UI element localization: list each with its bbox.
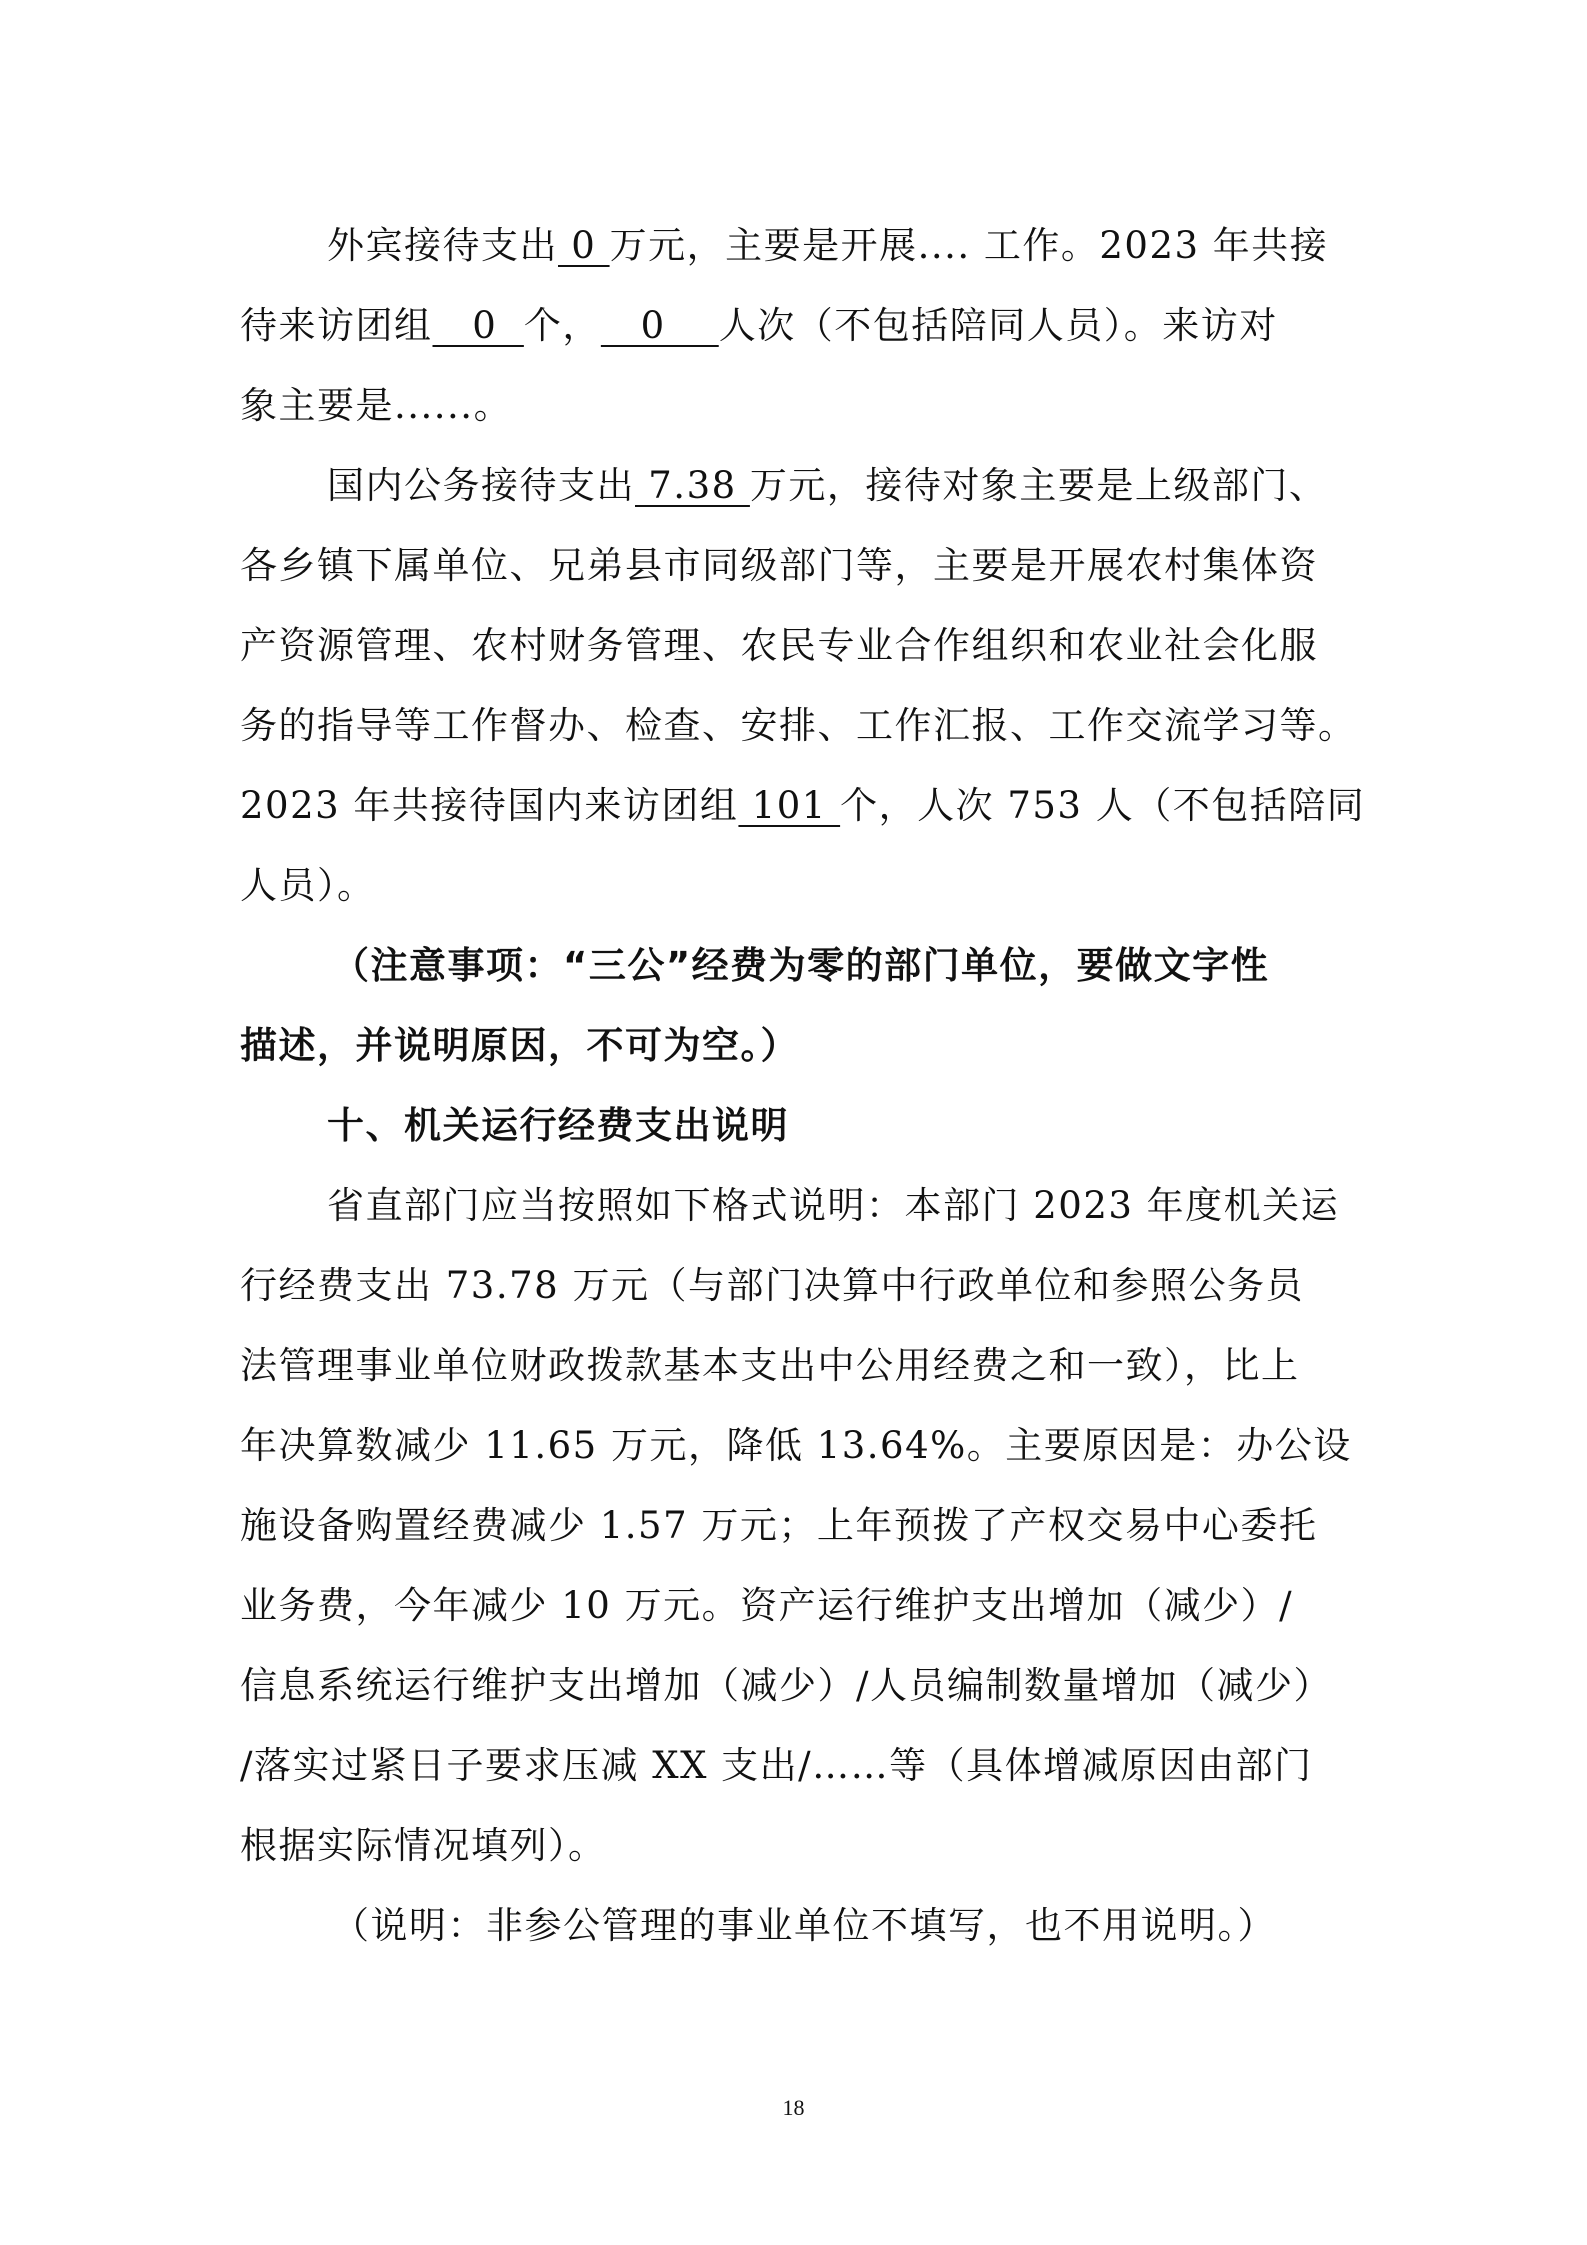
foreign-reception-line-3: 象主要是......。 [240,384,513,427]
foreign-groups-count: 0 [432,304,524,347]
domestic-groups-count: 101 [738,784,841,827]
domestic-reception-line-1: 国内公务接待支出 7.38 万元，接待对象主要是上级部门、 [327,464,1328,507]
foreign-reception-amount: 0 [558,224,610,267]
operating-expenses-line-1: 省直部门应当按照如下格式说明：本部门 2023 年度机关运 [327,1184,1340,1227]
domestic-reception-line-3: 产资源管理、农村财务管理、农民专业合作组织和农业社会化服 [240,624,1318,667]
note-line-1: （注意事项：“三公”经费为零的部门单位，要做文字性 [332,944,1270,987]
page-number: 18 [782,2095,805,2120]
foreign-reception-line-2: 待来访团组 0 个， 0 人次（不包括陪同人员）。来访对 [240,304,1278,347]
domestic-reception-amount: 7.38 [635,464,750,507]
domestic-reception-line-2: 各乡镇下属单位、兄弟县市同级部门等，主要是开展农村集体资 [240,544,1318,587]
remark-line: （说明：非参公管理的事业单位不填写，也不用说明。） [332,1904,1276,1947]
section-heading: 十、机关运行经费支出说明 [327,1104,789,1147]
note-line-2: 描述，并说明原因，不可为空。） [240,1024,799,1067]
operating-expenses-line-9: 根据实际情况填列）。 [240,1824,607,1867]
operating-expenses-line-5: 施设备购置经费减少 1.57 万元；上年预拨了产权交易中心委托 [240,1504,1318,1547]
domestic-reception-line-5: 2023 年共接待国内来访团组 101 个，人次 753 人（不包括陪同 [240,784,1366,827]
domestic-reception-line-6: 人员）。 [240,864,376,907]
operating-expenses-line-7: 信息系统运行维护支出增加（减少）/人员编制数量增加（减少） [240,1664,1332,1707]
operating-expenses-line-8: /落实过紧日子要求压减 XX 支出/……等（具体增减原因由部门 [240,1744,1313,1787]
operating-expenses-line-3: 法管理事业单位财政拨款基本支出中公用经费之和一致），比上 [240,1344,1300,1387]
foreign-reception-line-1: 外宾接待支出 0 万元，主要是开展.... 工作。2023 年共接 [327,224,1329,267]
domestic-reception-line-4: 务的指导等工作督办、检查、安排、工作汇报、工作交流学习等。 [240,704,1357,747]
operating-expenses-line-2: 行经费支出 73.78 万元（与部门决算中行政单位和参照公务员 [240,1264,1304,1307]
operating-expenses-line-4: 年决算数减少 11.65 万元，降低 13.64%。主要原因是：办公设 [240,1424,1352,1467]
operating-expenses-line-6: 业务费，今年减少 10 万元。资产运行维护支出增加（减少）/ [240,1584,1294,1627]
foreign-visitors-count: 0 [600,304,719,347]
